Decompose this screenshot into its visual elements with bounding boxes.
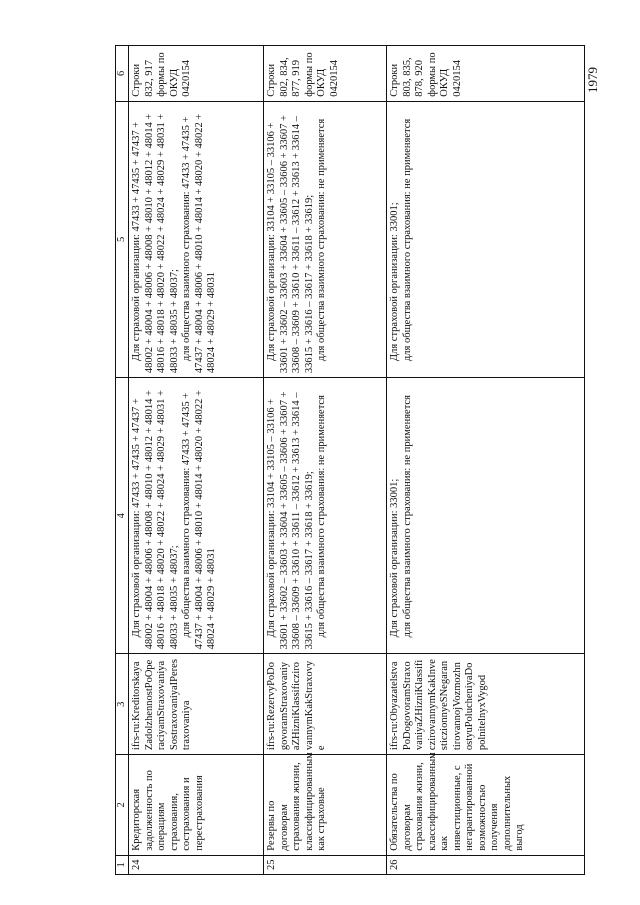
header-cell-3: 3 <box>116 654 129 755</box>
table-row <box>264 46 387 875</box>
form-lines: Строки 802, 834, 877, 919 формы по ОКУД 0420154 <box>264 46 387 102</box>
header-cell-1: 1 <box>116 855 129 874</box>
header-cell-4: 4 <box>116 378 129 654</box>
rotated-table-wrapper <box>115 45 585 875</box>
formula-5-insurer: Для страховой организации: 47433 + 47435 + 47437 + 48002 + 48004 + 48006 + 48008 + 48010 + 48012 + 48014 + 48016 + 48018 + 48020 + 48022 + 48024 + 48029 + 48031 + 48033 + 48035 + 48037; <box>131 113 180 374</box>
formula-cell-5 <box>387 101 585 377</box>
indicator-code: ifrs-ru:KreditorskayaZadolzhennostPoOperaciyamStraxovaniyaSostraxovaniyaIPerestraxovaniya <box>129 654 264 755</box>
formula-5-mutual: для общества взаимного страхования: не применяется <box>316 118 327 362</box>
formula-cell-4 <box>129 378 264 654</box>
row-number: 26 <box>387 855 585 874</box>
formula-5-insurer: Для страховой организации: 33104 + 33105 – 33106 + 33601 + 33602 – 33603 + 33604 + 33605 – 33606 + 33607 + 33608 – 33609 + 33610 + 33611 – 33612 + 33613 + 33614 – 33615 + 33616 – 33617 + 33618 + 33619; <box>266 115 315 374</box>
page-number-text: 1979 <box>585 67 600 93</box>
table-row <box>129 46 264 875</box>
form-lines: Строки 803, 835, 878, 920 формы по ОКУД 0420154 <box>387 46 585 102</box>
header-cell-6: 6 <box>116 46 129 102</box>
formula-4-mutual: для общества взаимного страхования: не применяется <box>316 395 327 638</box>
formula-5-insurer: Для страховой организации: 33001; <box>389 202 400 362</box>
formula-cell-4 <box>387 378 585 654</box>
formula-cell-5 <box>129 101 264 377</box>
formula-5-mutual: для общества взаимного страхования: не применяется <box>401 118 413 362</box>
header-cell-2: 2 <box>116 755 129 856</box>
formula-5-mutual: для общества взаимного страхования: 47433 + 47435 + 47437 + 48004 + 48006 + 48010 + 48014 + 48020 + 48022 + 48024 + 48029 + 48031 <box>181 113 217 374</box>
indicator-name: Кредиторская задолженность по операциям страхования, сострахования и перестрахования <box>129 755 264 856</box>
indicator-name: Резервы по договорам страхования жизни, классифицированным как страховые <box>264 755 387 856</box>
indicator-code: ifrs-ru:ObyazatelstvaPoDogovoramStraxovaniyaZHizniKlassificzirovannymKakInvesticzionnyeSNegarantirovannojVozmozhnostyuPolucheniyaDopolnitelnyxVygod <box>387 654 585 755</box>
formula-4-mutual: для общества взаимного страхования: не применяется <box>401 395 413 638</box>
indicator-name: Обязательства по договорам страхования жизни, классифицированным как инвестиционные, с негарантированной возможностью получения дополнительных выгод <box>387 755 585 856</box>
formula-cell-5 <box>264 101 387 377</box>
table-row <box>387 46 585 875</box>
row-number: 24 <box>129 855 264 874</box>
formula-cell-4 <box>264 378 387 654</box>
header-cell-5: 5 <box>116 101 129 377</box>
header-row <box>116 46 129 875</box>
data-table <box>115 45 585 875</box>
formula-4-insurer: Для страховой организации: 33104 + 33105 – 33106 + 33601 + 33602 – 33603 + 33604 + 33605 – 33606 + 33607 + 33608 – 33609 + 33610 + 33611 – 33612 + 33613 + 33614 – 33615 + 33616 – 33617 + 33618 + 33619; <box>266 391 315 650</box>
indicator-code: ifrs-ru:RezervyPoDogovoramStraxovaniyaZHizniKlassificzirovannymKakStraxovye <box>264 654 387 755</box>
formula-4-insurer: Для страховой организации: 47433 + 47435 + 47437 + 48002 + 48004 + 48006 + 48008 + 48010 + 48012 + 48014 + 48016 + 48018 + 48020 + 48022 + 48024 + 48029 + 48031 + 48033 + 48035 + 48037; <box>131 390 180 650</box>
formula-4-insurer: Для страховой организации: 33001; <box>389 478 400 638</box>
form-lines: Строки 832, 917 формы по ОКУД 0420154 <box>129 46 264 102</box>
row-number: 25 <box>264 855 387 874</box>
formula-4-mutual: для общества взаимного страхования: 47433 + 47435 + 47437 + 48004 + 48006 + 48010 + 48014 + 48020 + 48022 + 48024 + 48029 + 48031 <box>181 390 217 650</box>
